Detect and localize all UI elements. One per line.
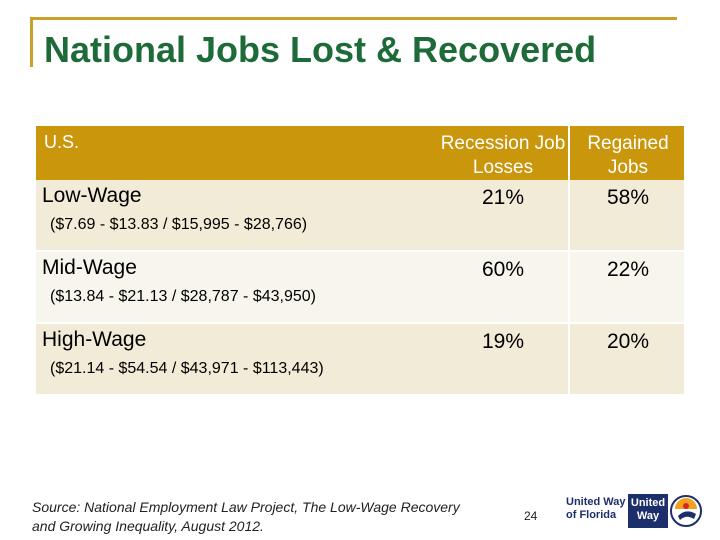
united-way-hand-icon bbox=[670, 494, 702, 528]
logo-badge-line1: United bbox=[630, 497, 666, 509]
row-wage-range: ($13.84 - $21.13 / $28,787 - $43,950) bbox=[50, 288, 316, 305]
table-header bbox=[36, 126, 684, 180]
row-wage-range: ($7.69 - $13.83 / $15,995 - $28,766) bbox=[50, 216, 308, 233]
column-divider bbox=[568, 324, 570, 394]
regained-value: 58% bbox=[606, 186, 650, 209]
logo-badge-line2: Way bbox=[636, 510, 660, 522]
header-divider bbox=[568, 126, 570, 180]
row-label: Low-Wage bbox=[42, 184, 142, 207]
slide-title: National Jobs Lost & Recovered bbox=[44, 29, 597, 70]
row-label: Mid-Wage bbox=[42, 256, 137, 279]
column-divider bbox=[568, 180, 570, 250]
frame-left-line bbox=[30, 17, 33, 67]
united-way-logo bbox=[566, 494, 706, 530]
row-wage-range: ($21.14 - $54.54 / $43,971 - $113,443) bbox=[50, 360, 324, 377]
frame-top-line bbox=[30, 17, 677, 20]
logo-org-text: United Way of Florida bbox=[566, 496, 626, 521]
logo-badge bbox=[628, 494, 668, 528]
page-number: 24 bbox=[524, 509, 538, 523]
source-citation: Source: National Employment Law Project, The Low-Wage Recovery and Growing Inequality, August 2012. bbox=[32, 499, 460, 534]
column-divider bbox=[568, 252, 570, 322]
row-label: High-Wage bbox=[42, 328, 147, 351]
header-regained-jobs: Regained Jobs bbox=[587, 133, 669, 178]
regained-value: 20% bbox=[606, 330, 650, 353]
header-region: U.S. bbox=[44, 132, 80, 152]
table-row bbox=[36, 180, 684, 250]
regained-value: 22% bbox=[606, 258, 650, 281]
table-row bbox=[36, 252, 684, 322]
table-row bbox=[36, 324, 684, 394]
recession-value: 19% bbox=[481, 330, 525, 353]
header-recession-job-losses: Recession Job Losses bbox=[440, 133, 566, 178]
recession-value: 21% bbox=[481, 186, 525, 209]
recession-value: 60% bbox=[481, 258, 525, 281]
